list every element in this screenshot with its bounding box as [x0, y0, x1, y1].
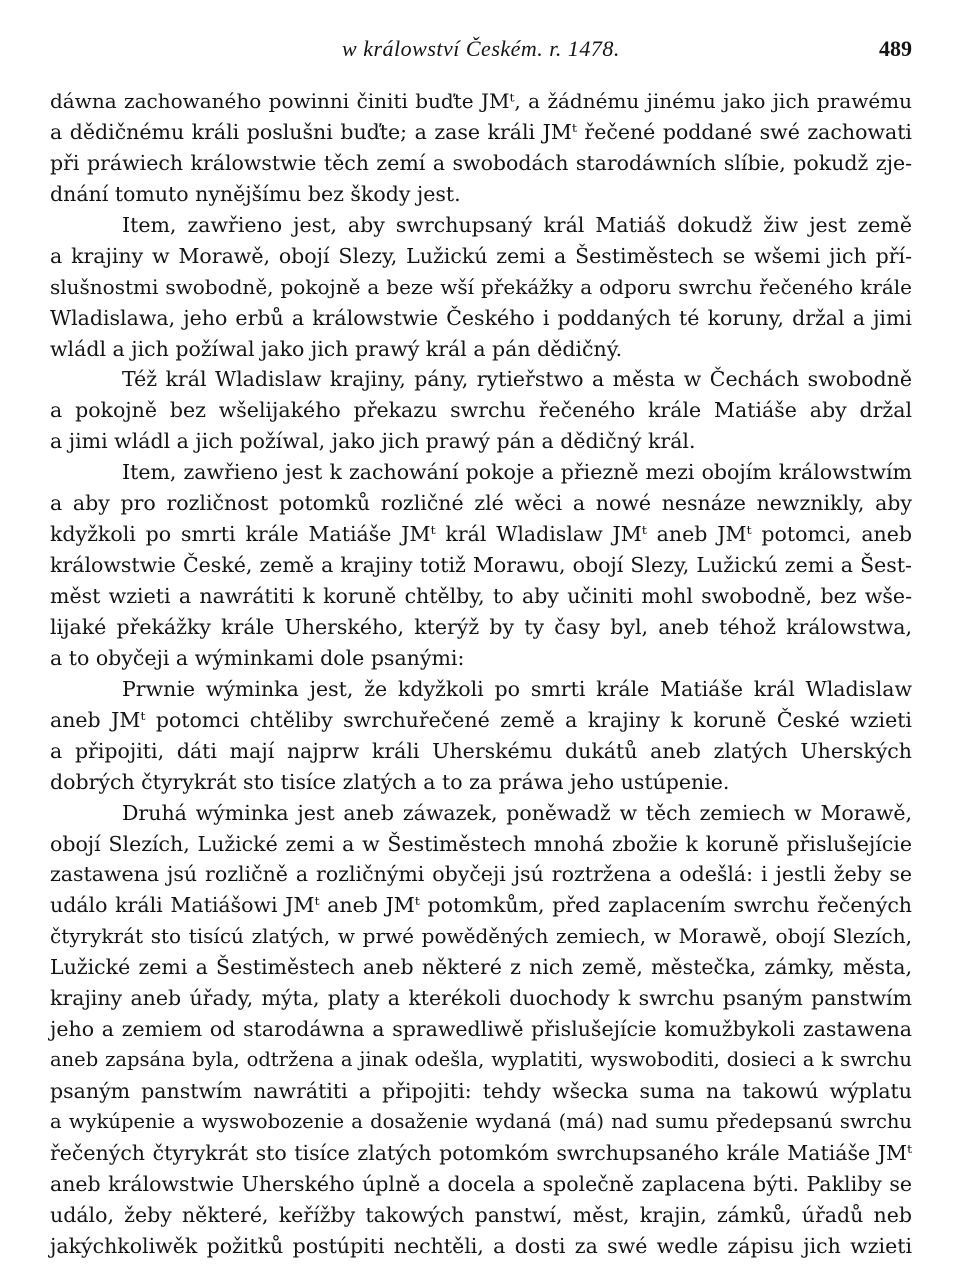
running-header	[50, 36, 912, 76]
text-line: wládl a jich požíwal jako jich prawý král a pán dědičný.	[50, 336, 623, 361]
text-line: jeho a zemiem od starodáwna a sprawedliwě přislušejície komužbykoli zastawena	[50, 1017, 912, 1042]
text-line: a dědičnému králi poslušni buďte; a zase králi JMᵗ řečené poddané swé zachowati	[50, 119, 912, 144]
paragraph	[50, 210, 912, 365]
text-line: slušnostmi swobodně, pokojně a beze wší překážky a odporu swrchu řečeného krále	[50, 274, 912, 299]
text-line: událo králi Matiášowi JMᵗ aneb JMᵗ potomkům, před zaplacením swrchu řečených	[50, 893, 912, 918]
body-text	[50, 86, 912, 1262]
text-line: událo, žeby některé, keřížby takowých panstwí, měst, krajin, zámků, úřadů neb	[50, 1202, 912, 1227]
text-line: Též král Wladislaw krajiny, pány, rytieřstwo a města w Čechách swobodně	[122, 367, 912, 392]
text-line: psaným panstwím nawrátiti a připojiti: tehdy wšecka suma na takowú wýplatu	[50, 1079, 912, 1103]
text-line: a wykúpenie a wyswobozenie a dosaženie wydaná (má) nad sumu předepsanú swrchu	[50, 1109, 912, 1133]
page-number: 489	[879, 36, 912, 61]
text-line: řečených čtyrykrát sto tisíce zlatých potomkóm swrchupsaného krále Matiáše JMᵗ	[50, 1140, 912, 1165]
text-line: aneb králowstwie Uherského úplně a docela a společně zaplacena býti. Pakliby se	[50, 1171, 912, 1196]
text-line: dobrých čtyrykrát sto tisíce zlatých a to za práwa jeho ustúpenie.	[50, 769, 730, 794]
text-line: lijaké překážky krále Uherského, kterýž by ty časy byl, aneb téhož králowstwa,	[50, 614, 912, 639]
text-line: a krajiny w Morawě, obojí Slezy, Lužickú zemi a Šestiměstech se wšemi jich pří-	[50, 243, 912, 268]
text-line: měst wzieti a nawrátiti k koruně chtělby, to aby učiniti mohl swobodně, bez wše-	[50, 584, 912, 608]
text-line: Item, zawřieno jest, aby swrchupsaný král Matiáš dokudž žiw jest země	[122, 212, 912, 237]
text-line: dáwna zachowaného powinni činiti buďte JMᵗ, a žádnému jinému jako jich prawému	[50, 89, 912, 113]
paragraph	[50, 457, 912, 674]
paragraph	[50, 674, 912, 798]
text-line: aneb JMᵗ potomci chtěliby swrchuřečené země a krajiny k koruně České wzieti	[50, 707, 912, 732]
text-line: při práwiech králowstwie těch zemí a swobodách starodáwních slíbie, pokudž zje-	[50, 150, 912, 175]
text-line: zastawena jsú rozličně a rozličnými obyčeji jsú roztržena a odešlá: i jestli žeby se	[50, 862, 912, 887]
text-line: Druhá wýminka jest aneb záwazek, poněwadž w těch zemiech w Morawě,	[122, 800, 912, 825]
text-line: a jimi wládl a jich požíwal, jako jich prawý pán a dědičný král.	[50, 429, 696, 454]
text-line: a aby pro rozličnost potomků rozličné zlé wěci a nowé nesnáze newznikly, aby	[50, 491, 912, 516]
running-title: w králowství Českém. r. 1478.	[342, 36, 620, 61]
text-line: aneb zapsána byla, odtržena a jinak odešla, wyplatiti, wyswoboditi, dosieci a k swrchu	[50, 1048, 912, 1072]
text-line: a připojiti, dáti mají najprw králi Uherskému dukátů aneb zlatých Uherských	[50, 738, 912, 763]
text-line: Lužické zemi a Šestiměstech aneb některé z nich země, městečka, zámky, města,	[50, 955, 912, 980]
text-line: králowstwie České, země a krajiny totiž Morawu, obojí Slezy, Lužickú zemi a Šest-	[50, 553, 912, 578]
text-line: dnání tomuto nynějšímu bez škody jest.	[50, 181, 461, 206]
text-line: Prwnie wýminka jest, že kdyžkoli po smrti krále Matiáše král Wladislaw	[122, 676, 912, 701]
text-line: Wladislawa, jeho erbů a králowstwie Českého i poddaných té koruny, držal a jimi	[50, 305, 912, 330]
paragraph	[50, 364, 912, 457]
text-line: čtyrykrát sto tisícú zlatých, w prwé powěděných zemiech, w Morawě, obojí Slezích,	[50, 924, 912, 949]
text-line: a to obyčeji a wýminkami dole psanými:	[50, 645, 465, 670]
paragraph	[50, 86, 912, 210]
text-line: kdyžkoli po smrti krále Matiáše JMᵗ král Wladislaw JMᵗ aneb JMᵗ potomci, aneb	[50, 522, 912, 547]
paragraph	[50, 798, 912, 1262]
text-line: krajiny aneb úřady, mýta, platy a kterékoli duochody k swrchu psaným panstwím	[50, 986, 912, 1011]
text-line: obojí Slezích, Lužické zemi a w Šestiměstech mnohá zbožie k koruně přislušejície	[50, 831, 912, 856]
text-line: Item, zawřieno jest k zachowání pokoje a přiezně mezi obojím králowstwím	[122, 460, 912, 485]
text-line: a pokojně bez wšelijakého překazu swrchu řečeného krále Matiáše aby držal	[50, 398, 912, 423]
text-line: jakýchkoliwěk požitků postúpiti nechtěli, a dosti za swé wedle zápisu jich wzieti	[50, 1233, 912, 1258]
